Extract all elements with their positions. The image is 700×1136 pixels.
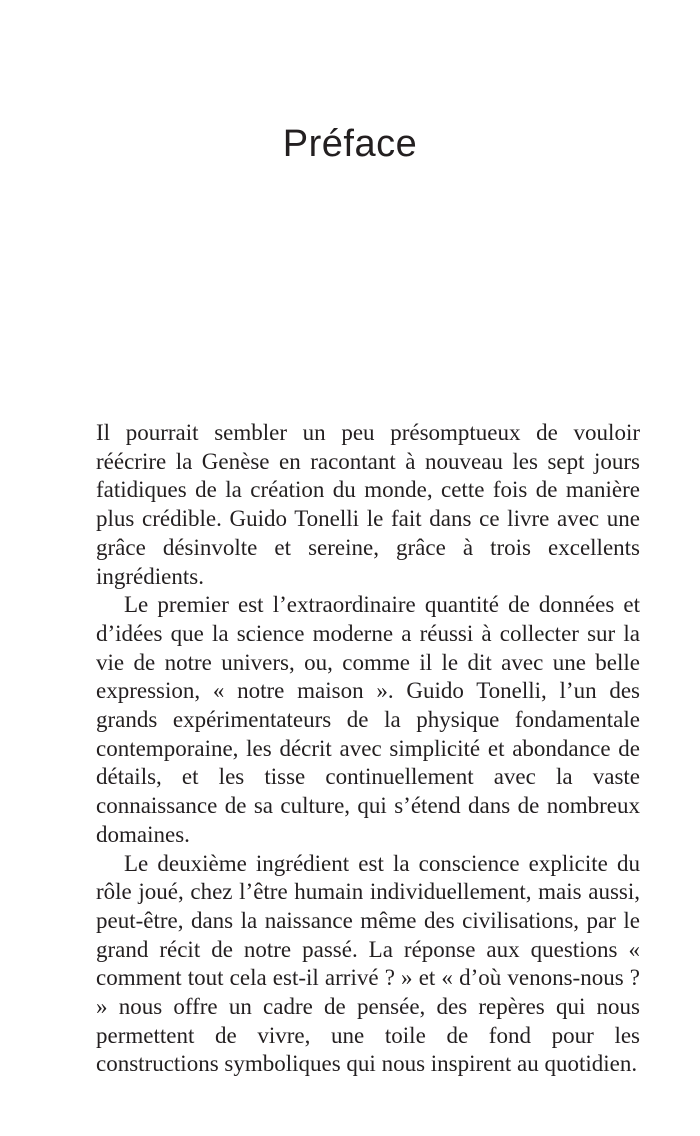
preface-body (96, 419, 640, 1079)
paragraph-3: Le deuxième ingrédient est la conscience explicite du rôle joué, chez l’être humain individuellement, mais aussi, peut-être, dans la naissance même des civilisations, par le grand récit de notre passé. La réponse aux questions « comment tout cela est-il arrivé ? » et « d’où venons-nous ? » nous offre un cadre de pensée, des repères qui nous permettent de vivre, une toile de fond pour les constructions symboliques qui nous inspirent au quotidien. (96, 850, 640, 1077)
paragraph-1: Il pourrait sembler un peu présomptueux de vouloir réécrire la Genèse en racontant à nouveau les sept jours fatidiques de la création du monde, cette fois de manière plus crédible. Guido Tonelli le fait dans ce livre avec une grâce désinvolte et sereine, grâce à trois excellents ingrédients. (96, 420, 640, 589)
chapter-title: Préface (282, 123, 418, 165)
paragraph-2: Le premier est l’extraordinaire quantité de données et d’idées que la science moderne a réussi à collecter sur la vie de notre univers, ou, comme il le dit avec une belle expression, « notre maison ». Guido Tonelli, l’un des grands expérimentateurs de la physique fondamentale contemporaine, les décrit avec simplicité et abondance de détails, et les tisse continuellement avec la vaste connaissance de sa culture, qui s’étend dans de nombreux domaines. (96, 592, 640, 847)
